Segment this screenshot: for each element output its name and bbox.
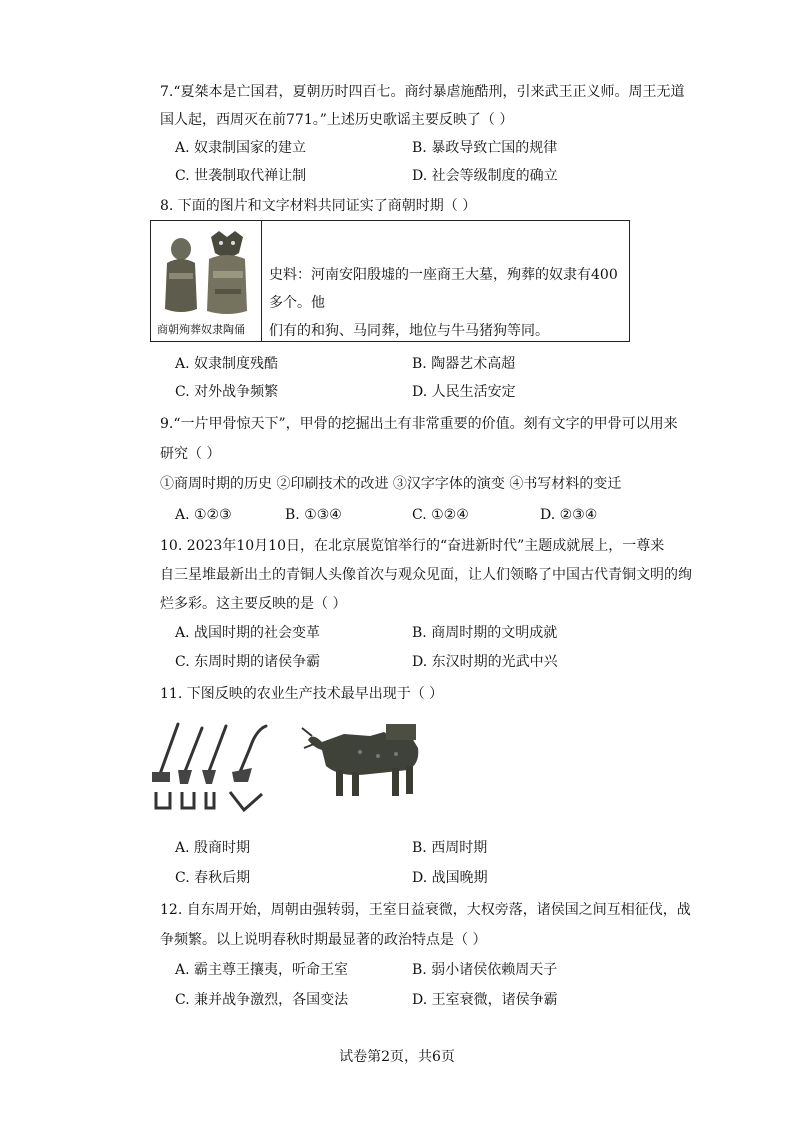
q10-option-c: C. 东周时期的诸侯争霸 [175,654,321,670]
q7-option-a: A. 奴隶制国家的建立 [175,140,307,156]
pottery-figurines-image [153,223,261,321]
q7-stem-line2: 国人起，西周灭在前771。”上述历史歌谣主要反映了（ ） [160,112,514,128]
q11-option-b: B. 西周时期 [412,840,488,856]
q9-option-b: B. ①③④ [285,507,342,523]
q9-option-d: D. ②③④ [540,507,598,523]
q11-option-a: A. 殷商时期 [175,840,251,856]
q8-stem: 8. 下面的图片和文字材料共同证实了商朝时期（ ） [160,198,477,214]
source-line-2: 们有的和狗、马同葬，地位与牛马猪狗等同。 [269,323,549,339]
q7-stem-line1: 7.“夏桀本是亡国君，夏朝历时四百七。商纣暴虐施酷刑，引来武王正义师。周王无道 [160,84,685,100]
box-divider [261,221,262,341]
historical-source-text [269,261,629,345]
q8-option-d: D. 人民生活安定 [412,384,516,400]
q10-stem-line3: 烂多彩。这主要反映的是（ ） [160,596,347,612]
q8-option-c: C. 对外战争频繁 [175,384,279,400]
q10-option-a: A. 战国时期的社会变革 [175,625,321,641]
bronze-ox-image [300,718,440,802]
page-footer: 试卷第2页，共6页 [339,1049,455,1065]
q10-option-d: D. 东汉时期的光武中兴 [412,654,558,670]
q8-option-b: B. 陶器艺术高超 [412,356,516,372]
q10-stem-line2: 自三星堆最新出土的青铜人头像首次与观众见面，让人们领略了中国古代青铜文明的绚 [160,567,692,583]
q9-stem-line1: 9.“一片甲骨惊天下”，甲骨的挖掘出土有非常重要的价值。刻有文字的甲骨可以用来 [160,416,678,432]
q8-option-a: A. 奴隶制度残酷 [175,356,279,372]
q9-option-a: A. ①②③ [175,507,232,523]
q9-option-c: C. ①②④ [412,507,469,523]
q12-stem-line2: 争频繁。以上说明春秋时期最显著的政治特点是（ ） [160,932,487,948]
figure-caption: 商朝殉葬奴隶陶俑 [157,323,245,336]
q12-option-a: A. 霸主尊王攘夷，听命王室 [175,962,349,978]
q12-option-b: B. 弱小诸侯依赖周天子 [412,962,558,978]
q7-option-b: B. 暴政导致亡国的规律 [412,140,558,156]
q9-items: ①商周时期的历史 ②印刷技术的改进 ③汉字字体的演变 ④书写材料的变迁 [160,476,622,492]
q12-option-d: D. 王室衰微，诸侯争霸 [412,992,558,1008]
q10-option-b: B. 商周时期的文明成就 [412,625,558,641]
q12-option-c: C. 兼并战争激烈，各国变法 [175,992,349,1008]
source-line-1: 史料：河南安阳殷墟的一座商王大墓，殉葬的奴隶有400多个。他 [269,267,618,311]
q11-stem: 11. 下图反映的农业生产技术最早出现于（ ） [160,686,444,702]
q11-option-d: D. 战国晚期 [412,870,488,886]
q11-option-c: C. 春秋后期 [175,870,251,886]
q9-stem-line2: 研究（ ） [160,446,221,462]
iron-farm-tools-image [148,718,278,818]
q7-option-c: C. 世袭制取代禅让制 [175,168,307,184]
q10-stem-line1: 10. 2023年10月10日，在北京展览馆举行的“奋进新时代”主题成就展上，一尊来 [160,538,665,554]
q8-material-box [150,220,630,342]
q7-option-d: D. 社会等级制度的确立 [412,168,558,184]
q12-stem-line1: 12. 自东周开始，周朝由强转弱，王室日益衰微，大权旁落，诸侯国之间互相征伐，战 [160,902,691,918]
